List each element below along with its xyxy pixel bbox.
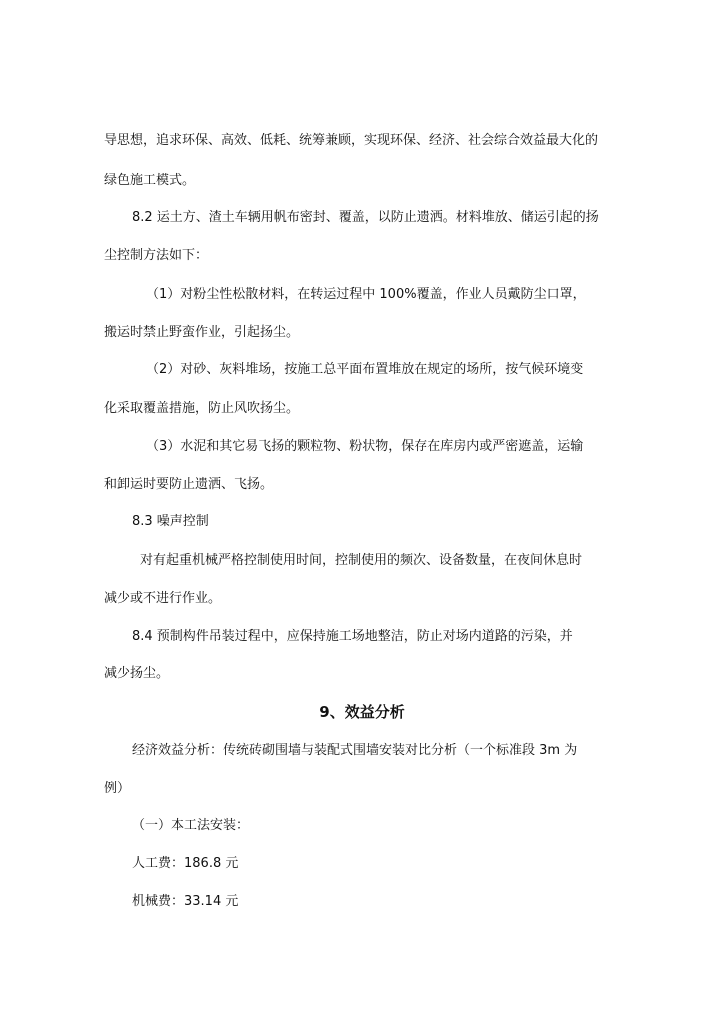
paragraph-line: 绿色施工模式。 bbox=[104, 173, 196, 188]
paragraph-line: 例） bbox=[104, 781, 131, 796]
paragraph-line: 减少或不进行作业。 bbox=[104, 591, 222, 606]
subsection-title: 8.3 噪声控制 bbox=[132, 514, 209, 529]
paragraph-line: 化采取覆盖措施，防止风吹扬尘。 bbox=[104, 401, 300, 416]
paragraph-line: 导思想，追求环保、高效、低耗、统筹兼顾，实现环保、经济、社会综合效益最大化的 bbox=[104, 133, 599, 148]
paragraph-line: 8.4 预制构件吊装过程中，应保持施工场地整洁，防止对场内道路的污染，并 bbox=[132, 629, 573, 644]
paragraph-line: 和卸运时要防止遗洒、飞扬。 bbox=[104, 477, 274, 492]
paragraph-line: 尘控制方法如下： bbox=[104, 248, 209, 263]
paragraph-line: 经济效益分析：传统砖砌围墙与装配式围墙安装对比分析（一个标准段 3m 为 bbox=[132, 743, 578, 758]
cost-item-machinery: 机械费：33.14 元 bbox=[132, 894, 239, 909]
paragraph-line: （1）对粉尘性松散材料，在转运过程中 100%覆盖，作业人员戴防尘口罩， bbox=[146, 287, 586, 302]
paragraph-line: （2）对砂、灰料堆场，按施工总平面布置堆放在规定的场所，按气候环境变 bbox=[146, 362, 584, 377]
list-heading: （一）本工法安装： bbox=[132, 818, 250, 833]
paragraph-line: 8.2 运土方、渣土车辆用帆布密封、覆盖，以防止遗洒。材料堆放、储运引起的扬 bbox=[132, 210, 599, 225]
cost-item-labor: 人工费：186.8 元 bbox=[132, 856, 239, 871]
paragraph-line: 对有起重机械严格控制使用时间，控制使用的频次、设备数量，在夜间休息时 bbox=[140, 553, 583, 568]
section-heading: 9、效益分析 bbox=[319, 703, 405, 721]
paragraph-line: （3）水泥和其它易飞扬的颗粒物、粉状物，保存在库房内或严密遮盖，运输 bbox=[146, 439, 584, 454]
paragraph-line: 搬运时禁止野蛮作业，引起扬尘。 bbox=[104, 325, 300, 340]
paragraph-line: 减少扬尘。 bbox=[104, 666, 170, 681]
